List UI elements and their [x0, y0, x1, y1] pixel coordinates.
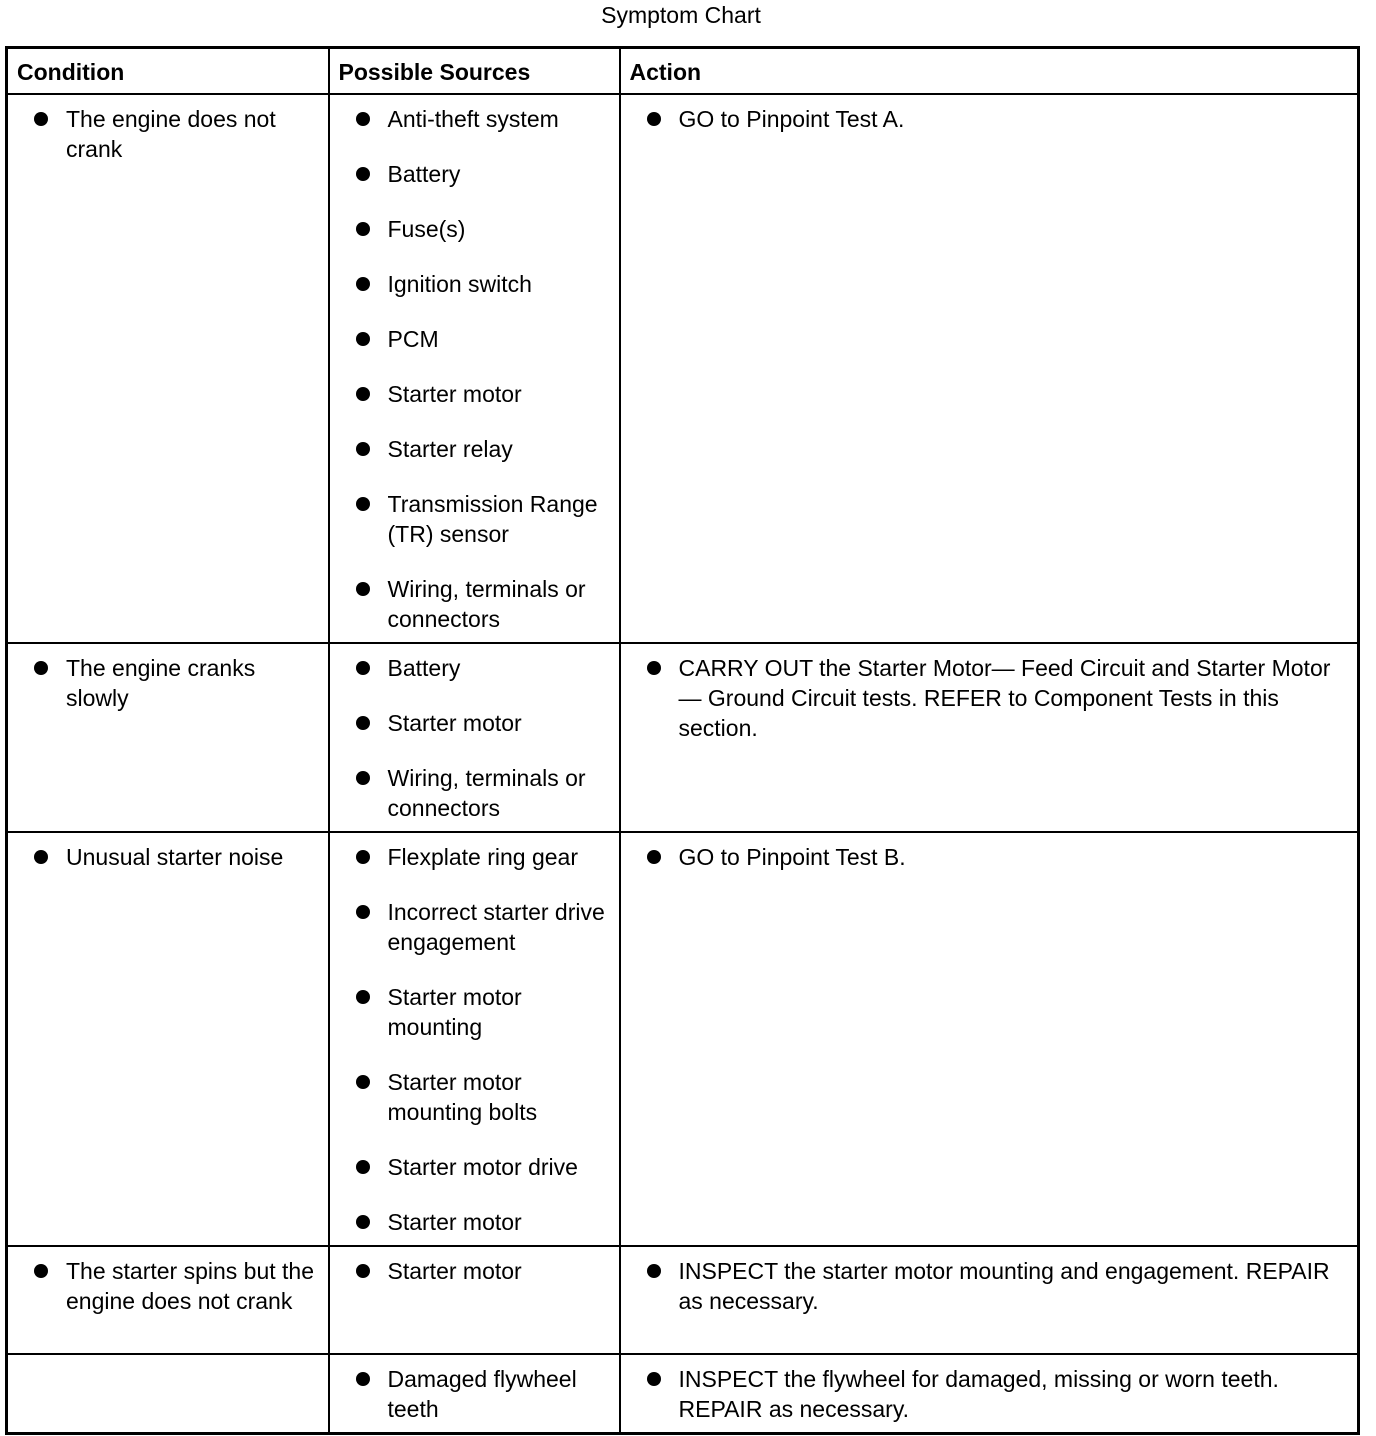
bullet-icon	[356, 990, 370, 1004]
list-item	[330, 324, 609, 354]
action-text: GO to Pinpoint Test B.	[678, 843, 906, 870]
sources-text: Incorrect starter drive engagement	[387, 898, 605, 955]
list-item	[8, 653, 318, 713]
bullet-icon	[34, 1264, 48, 1278]
list-item	[330, 1067, 609, 1127]
bullet-icon	[356, 661, 370, 675]
condition-text: The starter spins but the engine does not crank	[66, 1257, 315, 1314]
list-item	[8, 842, 318, 872]
sources-text: Starter motor	[387, 380, 522, 407]
bullet-icon	[356, 442, 370, 456]
list-item	[621, 842, 1348, 872]
sources-text: Fuse(s)	[387, 215, 466, 242]
list-item	[330, 434, 609, 464]
sources-list	[330, 833, 619, 1245]
action-cell	[620, 643, 1359, 832]
list-item	[330, 489, 609, 549]
header-possible-sources: Possible Sources	[329, 48, 620, 94]
sources-text: Starter motor drive	[387, 1153, 578, 1180]
bullet-icon	[356, 1264, 370, 1278]
condition-cell	[7, 643, 329, 832]
sources-list	[330, 1247, 619, 1294]
action-list	[621, 1247, 1358, 1324]
list-item	[8, 1256, 318, 1316]
list-item	[330, 1152, 609, 1182]
sources-text: Transmission Range (TR) sensor	[387, 490, 598, 547]
sources-text: Starter motor	[387, 709, 522, 736]
condition-text: The engine does not crank	[66, 105, 276, 162]
bullet-icon	[34, 850, 48, 864]
sources-text: Wiring, terminals or connectors	[387, 575, 586, 632]
bullet-icon	[647, 850, 661, 864]
action-text: INSPECT the starter motor mounting and engagement. REPAIR as necessary.	[678, 1257, 1330, 1314]
action-cell	[620, 1246, 1359, 1354]
header-action: Action	[620, 48, 1359, 94]
bullet-icon	[356, 1372, 370, 1386]
action-cell	[620, 94, 1359, 643]
sources-text: Ignition switch	[387, 270, 532, 297]
list-item	[330, 1256, 609, 1286]
header-condition: Condition	[7, 48, 329, 94]
sources-text: Flexplate ring gear	[387, 843, 578, 870]
sources-text: Starter motor	[387, 1257, 522, 1284]
list-item	[330, 708, 609, 738]
bullet-icon	[356, 1075, 370, 1089]
sources-text: Starter motor mounting	[387, 983, 522, 1040]
bullet-icon	[356, 277, 370, 291]
list-item	[330, 1364, 609, 1424]
bullet-icon	[647, 661, 661, 675]
list-item	[621, 104, 1348, 134]
sources-cell	[329, 1246, 620, 1354]
header-row	[7, 48, 1359, 94]
bullet-icon	[356, 716, 370, 730]
condition-list	[8, 1355, 328, 1372]
table-row	[7, 1246, 1359, 1354]
sources-text: Battery	[387, 654, 461, 681]
bullet-icon	[356, 1215, 370, 1229]
bullet-icon	[356, 112, 370, 126]
condition-cell	[7, 1354, 329, 1434]
condition-cell	[7, 832, 329, 1246]
sources-list	[330, 95, 619, 642]
list-item	[330, 653, 609, 683]
action-text: GO to Pinpoint Test A.	[678, 105, 905, 132]
bullet-icon	[34, 661, 48, 675]
symptom-table	[5, 46, 1360, 1435]
sources-cell	[329, 832, 620, 1246]
sources-list	[330, 1355, 619, 1432]
bullet-icon	[647, 1264, 661, 1278]
table-row	[7, 94, 1359, 643]
sources-text: PCM	[387, 325, 439, 352]
list-item	[330, 842, 609, 872]
bullet-icon	[356, 905, 370, 919]
list-item	[330, 897, 609, 957]
list-item	[330, 574, 609, 634]
action-list	[621, 644, 1358, 751]
action-cell	[620, 832, 1359, 1246]
action-cell	[620, 1354, 1359, 1434]
list-item	[330, 214, 609, 244]
bullet-icon	[356, 387, 370, 401]
table-row	[7, 1354, 1359, 1434]
list-item	[330, 982, 609, 1042]
sources-cell	[329, 643, 620, 832]
chart-title: Symptom Chart	[601, 2, 761, 28]
bullet-icon	[647, 1372, 661, 1386]
bullet-icon	[647, 112, 661, 126]
bullet-icon	[34, 112, 48, 126]
sources-text: Wiring, terminals or connectors	[387, 764, 586, 821]
sources-cell	[329, 1354, 620, 1434]
table-row	[7, 832, 1359, 1246]
bullet-icon	[356, 222, 370, 236]
list-item	[621, 1364, 1348, 1424]
action-list	[621, 95, 1358, 142]
sources-list	[330, 644, 619, 831]
list-item	[330, 104, 609, 134]
sources-text: Anti-theft system	[387, 105, 559, 132]
list-item	[330, 763, 609, 823]
list-item	[621, 653, 1348, 743]
sources-text: Starter motor	[387, 1208, 522, 1235]
bullet-icon	[356, 1160, 370, 1174]
condition-cell	[7, 1246, 329, 1354]
action-list	[621, 833, 1358, 880]
condition-list	[8, 95, 328, 172]
bullet-icon	[356, 332, 370, 346]
bullet-icon	[356, 850, 370, 864]
list-item	[330, 1207, 609, 1237]
bullet-icon	[356, 771, 370, 785]
sources-cell	[329, 94, 620, 643]
bullet-icon	[356, 497, 370, 511]
condition-text: The engine cranks slowly	[66, 654, 256, 711]
list-item	[8, 104, 318, 164]
list-item	[621, 1256, 1348, 1316]
bullet-icon	[356, 167, 370, 181]
condition-list	[8, 644, 328, 721]
bullet-icon	[356, 582, 370, 596]
list-item	[330, 159, 609, 189]
list-item	[330, 269, 609, 299]
condition-text: Unusual starter noise	[66, 843, 284, 870]
table-row	[7, 643, 1359, 832]
action-list	[621, 1355, 1358, 1432]
sources-text: Battery	[387, 160, 461, 187]
sources-text: Starter relay	[387, 435, 513, 462]
condition-list	[8, 833, 328, 880]
condition-list	[8, 1247, 328, 1324]
sources-text: Damaged flywheel teeth	[387, 1365, 577, 1422]
action-text: INSPECT the flywheel for damaged, missing or worn teeth. REPAIR as necessary.	[678, 1365, 1279, 1422]
list-item	[330, 379, 609, 409]
action-text: CARRY OUT the Starter Motor— Feed Circuit and Starter Motor— Ground Circuit tests. REFER to Component Tests in this section.	[678, 654, 1331, 741]
sources-text: Starter motor mounting bolts	[387, 1068, 538, 1125]
condition-cell	[7, 94, 329, 643]
